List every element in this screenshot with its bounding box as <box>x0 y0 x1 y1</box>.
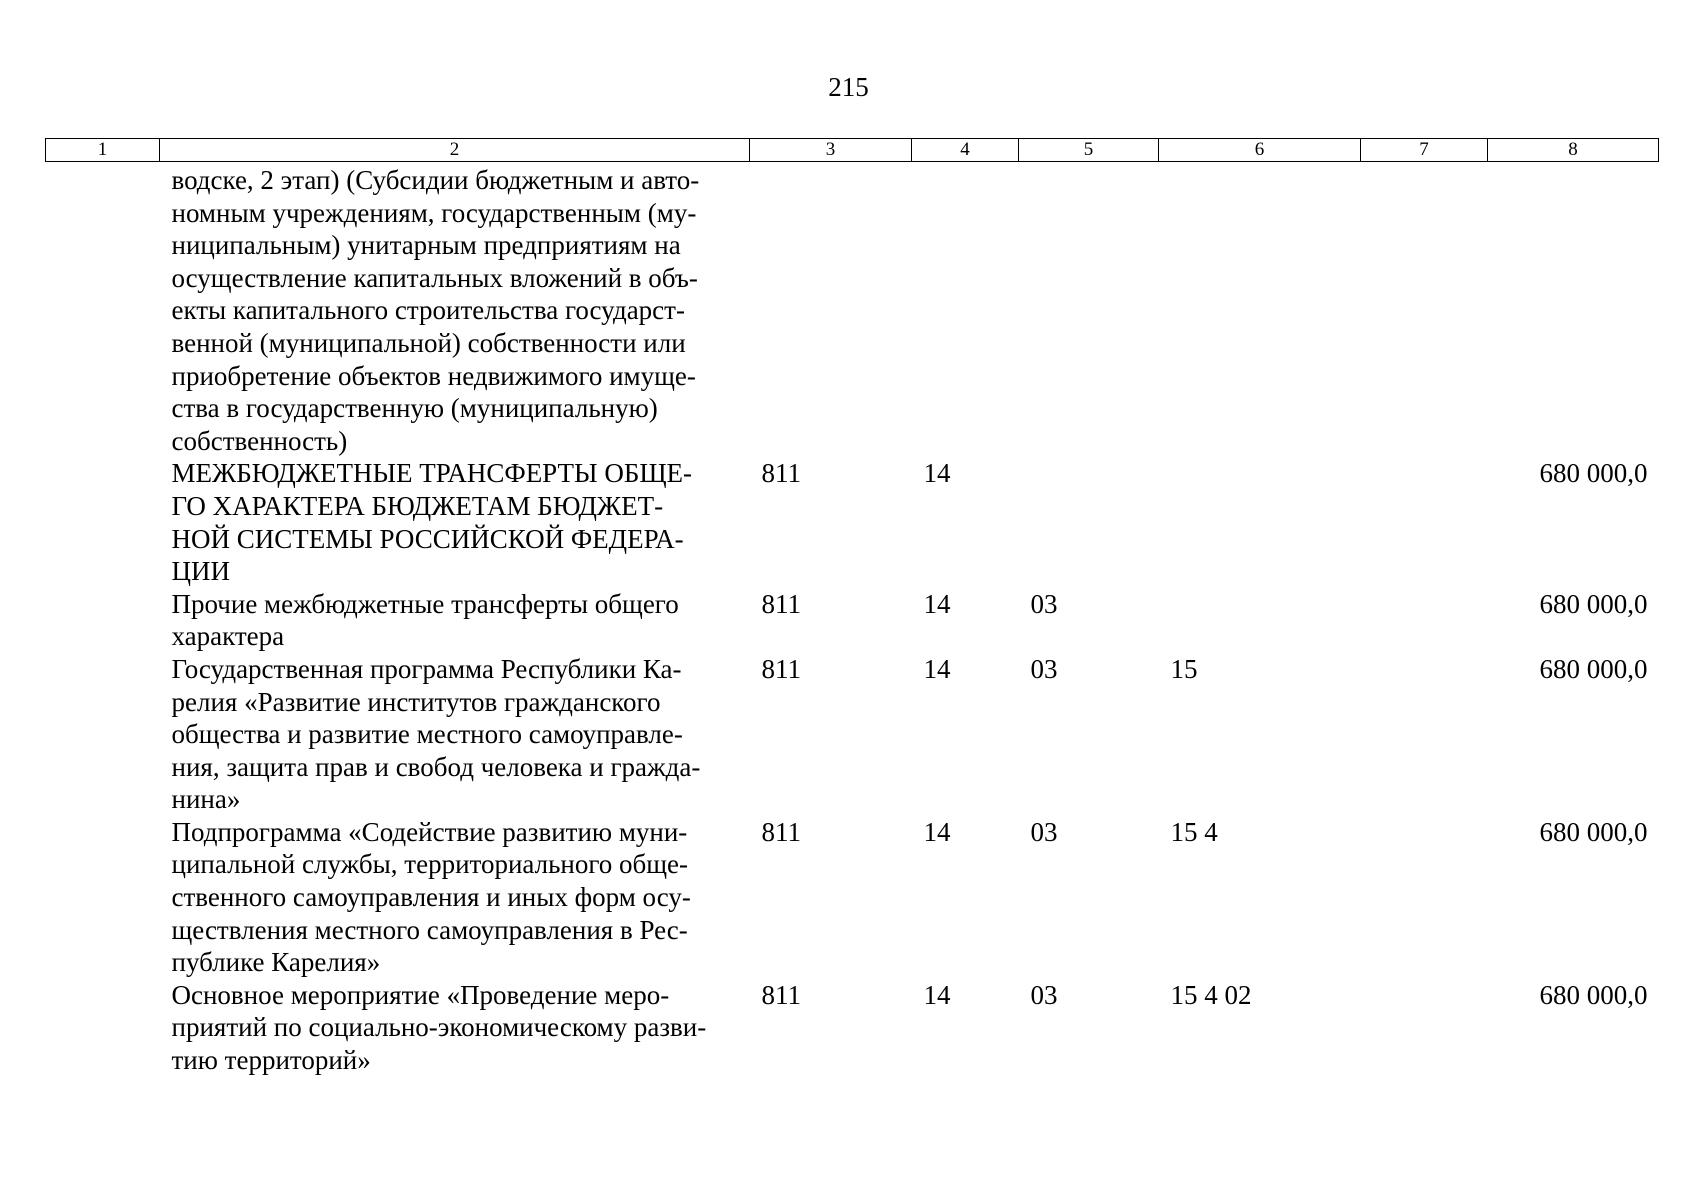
cell-col-6: 15 4 <box>1170 816 1218 847</box>
cell-col-7 <box>1361 979 1488 1077</box>
header-col-3: 3 <box>750 139 912 162</box>
description-line: ципальной службы, территориального обще- <box>171 849 689 880</box>
description-line: номным учреждениям, государственным (му- <box>171 197 697 228</box>
cell-description <box>160 816 750 979</box>
description-line: ства в государственную (муниципальную) <box>171 393 658 424</box>
cell-amount: 680 000,0 <box>1539 816 1648 847</box>
cell-col-3: 811 <box>761 653 801 684</box>
table-header <box>46 139 1659 162</box>
header-col-1: 1 <box>46 139 160 162</box>
cell-col-5 <box>1019 457 1159 587</box>
cell-col-4 <box>912 162 1019 458</box>
cell-amount: 680 000,0 <box>1539 458 1648 489</box>
description-line: осуществление капитальных вложений в объ- <box>171 262 698 293</box>
cell-col-1 <box>46 979 160 1077</box>
cell-amount <box>1488 162 1659 458</box>
cell-col-5: 03 <box>1030 979 1058 1010</box>
description-line: водске, 2 этап) (Субсидии бюджетным и авто- <box>171 165 700 195</box>
cell-col-3: 811 <box>761 979 801 1010</box>
description-line: собственность) <box>171 425 348 456</box>
description-line: нина» <box>171 784 241 815</box>
cell-col-4: 14 <box>923 588 951 619</box>
table-row <box>46 588 1659 653</box>
description-line: екты капитального строительства государст- <box>171 295 685 326</box>
cell-col-7 <box>1361 588 1488 653</box>
table-row <box>46 816 1659 979</box>
table-row <box>46 653 1659 816</box>
cell-col-1 <box>46 653 160 816</box>
cell-col-5: 03 <box>1030 588 1058 619</box>
table-row <box>46 162 1659 458</box>
cell-col-6: 15 <box>1170 653 1198 684</box>
description-line: Государственная программа Республики Ка- <box>171 653 682 684</box>
cell-description <box>160 457 750 587</box>
description-line: Основное мероприятие «Проведение меро- <box>171 979 670 1010</box>
table-row <box>46 457 1659 587</box>
header-row <box>46 139 1659 162</box>
cell-col-6 <box>1159 588 1361 653</box>
cell-description <box>160 653 750 816</box>
cell-col-3: 811 <box>761 458 801 489</box>
cell-col-7 <box>1361 457 1488 587</box>
description-line: ществления местного самоуправления в Рес- <box>171 914 688 945</box>
budget-table <box>45 138 1659 1077</box>
cell-col-5 <box>1019 162 1159 458</box>
cell-description <box>160 979 750 1077</box>
description-line: Подпрограмма «Содействие развитию муни- <box>171 816 688 847</box>
description-line: ния, защита прав и свобод человека и гражда- <box>171 751 701 782</box>
cell-col-4: 14 <box>923 979 951 1010</box>
cell-col-5: 03 <box>1030 816 1058 847</box>
header-col-4: 4 <box>912 139 1019 162</box>
table-body <box>46 162 1659 1077</box>
table-row <box>46 979 1659 1077</box>
cell-col-6 <box>1159 457 1361 587</box>
description-line: характера <box>171 621 285 652</box>
cell-description <box>160 588 750 653</box>
cell-col-1 <box>46 162 160 458</box>
description-line: релия «Развитие институтов гражданского <box>171 686 661 717</box>
description-line: ниципальным) унитарным предприятиям на <box>171 230 681 261</box>
cell-col-5: 03 <box>1030 653 1058 684</box>
cell-col-4: 14 <box>923 653 951 684</box>
description-line: приятий по социально-экономическому разви- <box>171 1012 707 1043</box>
cell-col-1 <box>46 588 160 653</box>
cell-col-6: 15 4 02 <box>1170 979 1252 1010</box>
cell-amount: 680 000,0 <box>1539 979 1648 1010</box>
description-line: МЕЖБЮДЖЕТНЫЕ ТРАНСФЕРТЫ ОБЩЕ- <box>171 458 693 489</box>
description-line: публике Карелия» <box>171 947 381 978</box>
cell-col-3 <box>750 162 912 458</box>
header-col-8: 8 <box>1488 139 1659 162</box>
cell-description <box>160 162 750 458</box>
description-line: ЦИИ <box>171 556 230 587</box>
cell-col-7 <box>1361 816 1488 979</box>
cell-col-1 <box>46 457 160 587</box>
header-col-5: 5 <box>1019 139 1159 162</box>
cell-col-3: 811 <box>761 588 801 619</box>
description-line: Прочие межбюджетные трансферты общего <box>171 588 679 619</box>
description-line: НОЙ СИСТЕМЫ РОССИЙСКОЙ ФЕДЕРА- <box>171 523 684 554</box>
description-line: ГО ХАРАКТЕРА БЮДЖЕТАМ БЮДЖЕТ- <box>171 490 664 521</box>
header-col-2: 2 <box>160 139 750 162</box>
cell-col-7 <box>1361 162 1488 458</box>
header-col-6: 6 <box>1159 139 1361 162</box>
cell-col-4: 14 <box>923 458 951 489</box>
cell-col-3: 811 <box>761 816 801 847</box>
cell-col-1 <box>46 816 160 979</box>
cell-amount: 680 000,0 <box>1539 588 1648 619</box>
header-col-7: 7 <box>1361 139 1488 162</box>
description-line: приобретение объектов недвижимого имуще- <box>171 360 696 391</box>
cell-col-6 <box>1159 162 1361 458</box>
description-line: венной (муниципальной) собственности или <box>171 327 686 358</box>
cell-amount: 680 000,0 <box>1539 653 1648 684</box>
description-line: ственного самоуправления и иных форм осу- <box>171 882 691 913</box>
description-line: общества и развитие местного самоуправле- <box>171 719 683 750</box>
cell-col-4: 14 <box>923 816 951 847</box>
description-line: тию территорий» <box>171 1045 371 1076</box>
cell-col-7 <box>1361 653 1488 816</box>
page-number: 215 <box>828 72 869 102</box>
